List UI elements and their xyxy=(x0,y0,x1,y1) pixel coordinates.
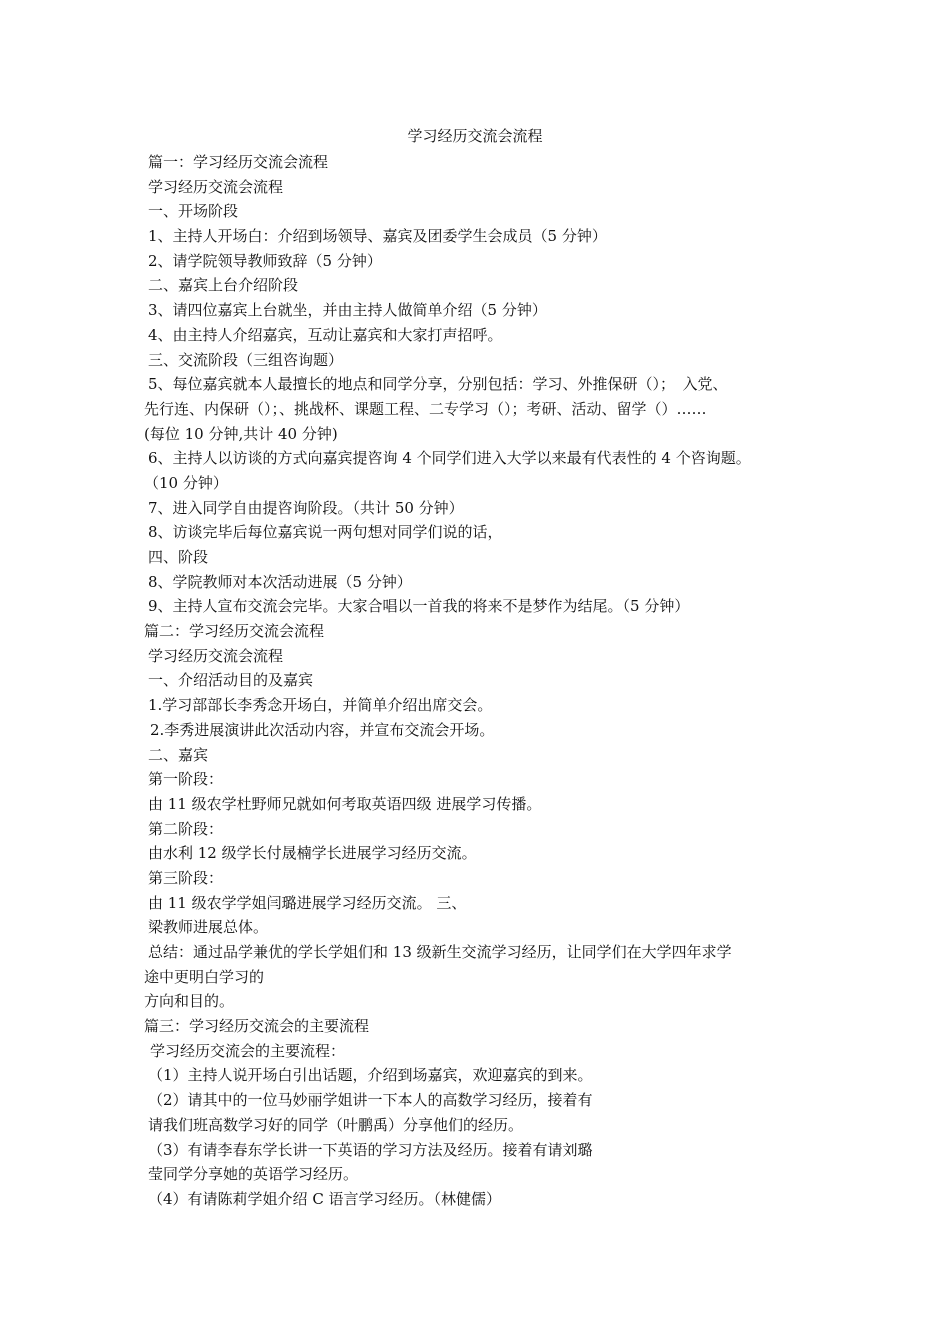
paragraph-line: （3）有请李春东学长讲一下英语的学习方法及经历。接着有请刘璐 xyxy=(148,1140,593,1159)
stage-heading: 二、嘉宾 xyxy=(148,745,209,764)
paragraph-line: 总结：通过品学兼优的学长学姐们和 13 级新生交流学习经历，让同学们在大学四年求学 xyxy=(148,943,732,961)
section-heading: 篇二：学习经历交流会流程 xyxy=(144,622,325,641)
paragraph-line: 3、请四位嘉宾上台就坐，并由主持人做简单介绍（5 分钟） xyxy=(148,301,547,320)
paragraph-line: 1、主持人开场白：介绍到场领导、嘉宾及团委学生会成员（5 分钟） xyxy=(148,227,607,246)
section-heading: 篇一：学习经历交流会流程 xyxy=(148,153,329,171)
paragraph-line: 由 11 级农学学姐闫璐进展学习经历交流。 三、 xyxy=(148,893,467,912)
stage-heading: 一、介绍活动目的及嘉宾 xyxy=(148,671,314,690)
paragraph-line: 9、主持人宣布交流会完毕。大家合唱以一首我的将来不是梦作为结尾。（5 分钟） xyxy=(148,597,690,616)
document-title: 学习经历交流会流程 xyxy=(407,127,543,145)
stage-heading: 二、嘉宾上台介绍阶段 xyxy=(148,276,299,295)
paragraph-line: （2）请其中的一位马妙丽学姐讲一下本人的高数学习经历，接着有 xyxy=(148,1091,593,1110)
paragraph-line: 第三阶段： xyxy=(148,868,224,887)
paragraph-line: （10 分钟） xyxy=(144,473,228,492)
paragraph-line: 4、由主持人介绍嘉宾，互动让嘉宾和大家打声招呼。 xyxy=(148,325,503,344)
paragraph-line: 2、请学院领导教师致辞（5 分钟） xyxy=(148,251,382,270)
paragraph-line: 途中更明白学习的 xyxy=(144,967,265,986)
paragraph-line: （1）主持人说开场白引出话题，介绍到场嘉宾，欢迎嘉宾的到来。 xyxy=(148,1066,593,1085)
paragraph-line: 8、学院教师对本次活动进展（5 分钟） xyxy=(148,572,412,591)
paragraph-line: 请我们班高数学习好的同学（叶鹏禹）分享他们的经历。 xyxy=(148,1115,524,1134)
paragraph-line: 先行连、内保研（）；、挑战杯、课题工程、二专学习（）；考研、活动、留学（）…… xyxy=(144,399,707,418)
stage-heading: 一、开场阶段 xyxy=(148,202,239,221)
section-subtitle: 学习经历交流会的主要流程： xyxy=(150,1041,346,1060)
stage-heading: 三、交流阶段（三组咨询题） xyxy=(148,350,344,369)
paragraph-line: 2.李秀进展演讲此次活动内容，并宣布交流会开场。 xyxy=(150,720,495,739)
paragraph-line: 1.学习部部长李秀念开场白，并简单介绍出席交会。 xyxy=(148,696,493,715)
stage-heading: 四、阶段 xyxy=(148,548,209,566)
paragraph-line: 莹同学分享她的英语学习经历。 xyxy=(148,1165,359,1184)
paragraph-line: (每位 10 分钟,共计 40 分钟) xyxy=(144,424,338,443)
section-heading: 篇三：学习经历交流会的主要流程 xyxy=(144,1017,370,1036)
document-body xyxy=(144,150,814,1212)
paragraph-line: 第二阶段： xyxy=(148,819,224,838)
paragraph-line: 第一阶段： xyxy=(148,770,224,789)
section-subtitle: 学习经历交流会流程 xyxy=(148,646,284,665)
paragraph-line: 7、进入同学自由提咨询阶段。（共计 50 分钟） xyxy=(148,498,464,517)
paragraph-line: 方向和目的。 xyxy=(144,992,235,1011)
section-subtitle: 学习经历交流会流程 xyxy=(148,177,284,196)
paragraph-line: 5、每位嘉宾就本人最擅长的地点和同学分享，分别包括：学习、外推保研（）； 入党、 xyxy=(148,375,728,394)
paragraph-line: 8、访谈完毕后每位嘉宾说一两句想对同学们说的话， xyxy=(148,523,503,542)
paragraph-line: （4）有请陈莉学姐介绍 C 语言学习经历。（林健儒） xyxy=(148,1189,502,1208)
paragraph-line: 6、主持人以访谈的方式向嘉宾提咨询 4 个同学们进入大学以来最有代表性的 4 个咨询题。 xyxy=(148,449,751,468)
paragraph-line: 梁教师进展总体。 xyxy=(148,918,269,937)
paragraph-line: 由 11 级农学杜野师兄就如何考取英语四级 进展学习传播。 xyxy=(148,794,542,813)
paragraph-line: 由水利 12 级学长付晟楠学长进展学习经历交流。 xyxy=(148,844,477,863)
